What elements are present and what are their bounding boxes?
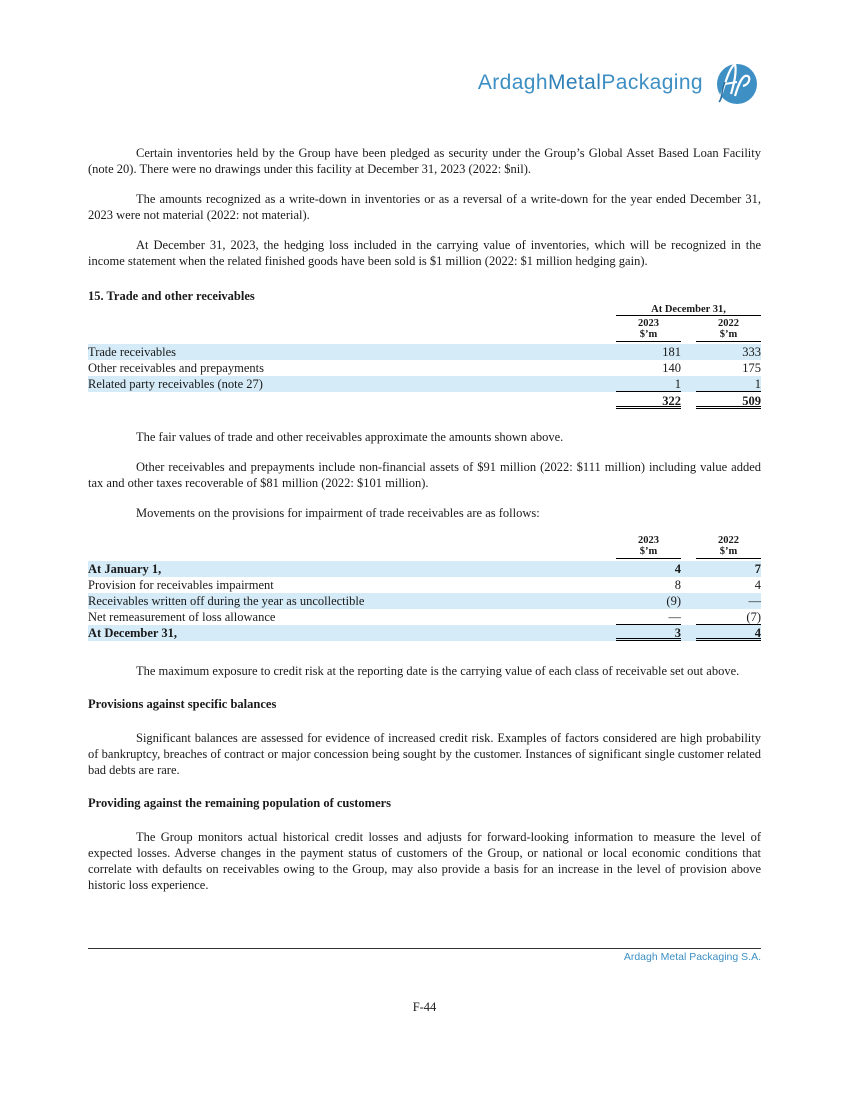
column-year-2023: 2023: [638, 535, 659, 546]
subheading-remaining-population: Providing against the remaining population of customers: [88, 796, 392, 810]
column-span-header: At December 31,: [616, 304, 761, 316]
table-row: [88, 577, 761, 593]
paragraph-specific-balances: Significant balances are assessed for evidence of increased credit risk. Examples of factors considered are high probability of bankruptcy, breaches of contract or major concession being sought by the customer. Instances of significant single customer related bad debts are rare.: [88, 731, 761, 777]
paragraph-pledged-inventories: Certain inventories held by the Group have been pledged as security under the Group’s Global Asset Based Loan Facility (note 20). There were no drawings under this facility at December 31, 2023 (2022: $nil).: [88, 146, 761, 176]
row-label: Net remeasurement of loss allowance: [88, 610, 276, 624]
column-unit-2022: $’m: [696, 329, 761, 342]
value-2023: 4: [674, 562, 681, 576]
page-content: [88, 145, 761, 907]
provisions-table: [88, 535, 761, 641]
value-2023: 3: [616, 625, 681, 641]
value-2023: (9): [666, 594, 681, 608]
paragraph-fair-values: The fair values of trade and other receivables approximate the amounts shown above.: [136, 430, 564, 444]
paragraph-other-receivables: Other receivables and prepayments include non-financial assets of $91 million (2022: $111 million) including value added tax and other taxes recoverable of $81 million (2022: $101 million).: [88, 460, 761, 490]
column-unit-2023: $’m: [616, 546, 681, 559]
footer-divider: [88, 948, 761, 949]
receivables-table: [88, 304, 761, 409]
row-label: Trade receivables: [88, 345, 177, 359]
column-unit-2022: $’m: [696, 546, 761, 559]
value-2023: —: [616, 609, 681, 625]
value-2023: 8: [674, 578, 681, 592]
value-2022: (7): [696, 609, 761, 625]
value-2022: 4: [754, 578, 761, 592]
column-year-2022: 2022: [718, 535, 739, 546]
column-year-2023: 2023: [638, 318, 659, 329]
row-label: Other receivables and prepayments: [88, 361, 264, 375]
paragraph-movements-intro: Movements on the provisions for impairment of trade receivables are as follows:: [136, 506, 540, 520]
table-row: [88, 376, 761, 392]
subheading-specific-balances: Provisions against specific balances: [88, 697, 277, 711]
total-row: [88, 393, 761, 409]
section-heading-receivables: 15. Trade and other receivables: [88, 289, 255, 303]
value-2022: 1: [696, 376, 761, 392]
column-unit-2023: $’m: [616, 329, 681, 342]
value-2022: 175: [742, 361, 761, 375]
row-label: Provision for receivables impairment: [88, 578, 274, 592]
row-label: Related party receivables (note 27): [88, 377, 263, 391]
company-logo: [478, 56, 761, 110]
value-2022: —: [748, 594, 761, 608]
column-year-2022: 2022: [718, 318, 739, 329]
value-2023: 140: [662, 361, 681, 375]
paragraph-remaining-population: The Group monitors actual historical credit losses and adjusts for forward-looking information to measure the level of expected losses. Adverse changes in the payment status of customers of the Group, or national or local economic conditions that correlate with defaults on receivables owing to the Group, may also provide a basis for an increase in the level of provision above historic loss experience.: [88, 830, 761, 892]
row-label: At January 1,: [88, 562, 162, 576]
table-row: [88, 609, 761, 625]
table-row: [88, 561, 761, 577]
row-label: At December 31,: [88, 626, 177, 640]
value-2022: 333: [742, 345, 761, 359]
table-row: [88, 593, 761, 609]
paragraph-write-down: The amounts recognized as a write-down in inventories or as a reversal of a write-down for the year ended December 31, 2023 were not material (2022: not material).: [88, 192, 761, 222]
paragraph-hedging-loss: At December 31, 2023, the hedging loss included in the carrying value of inventories, which will be recognized in the income statement when the related finished goods have been sold is $1 million (2022: $1 million hedging gain).: [88, 238, 761, 268]
page-number: F-44: [412, 1000, 437, 1014]
value-2022: 7: [754, 562, 761, 576]
logo-text: ArdaghMetalPackaging: [477, 71, 703, 94]
paragraph-credit-risk: The maximum exposure to credit risk at the reporting date is the carrying value of each class of receivable set out above.: [136, 664, 740, 678]
row-label: Receivables written off during the year as uncollectible: [88, 594, 365, 608]
amp-monogram-icon: [707, 56, 761, 110]
total-2022: 509: [696, 393, 761, 409]
table-row: [88, 344, 761, 360]
table-row: [88, 625, 761, 641]
footer-company: Ardagh Metal Packaging S.A.: [623, 951, 761, 963]
value-2023: 1: [616, 376, 681, 392]
value-2023: 181: [662, 345, 681, 359]
table-row: [88, 360, 761, 376]
total-2023: 322: [616, 393, 681, 409]
value-2022: 4: [696, 625, 761, 641]
